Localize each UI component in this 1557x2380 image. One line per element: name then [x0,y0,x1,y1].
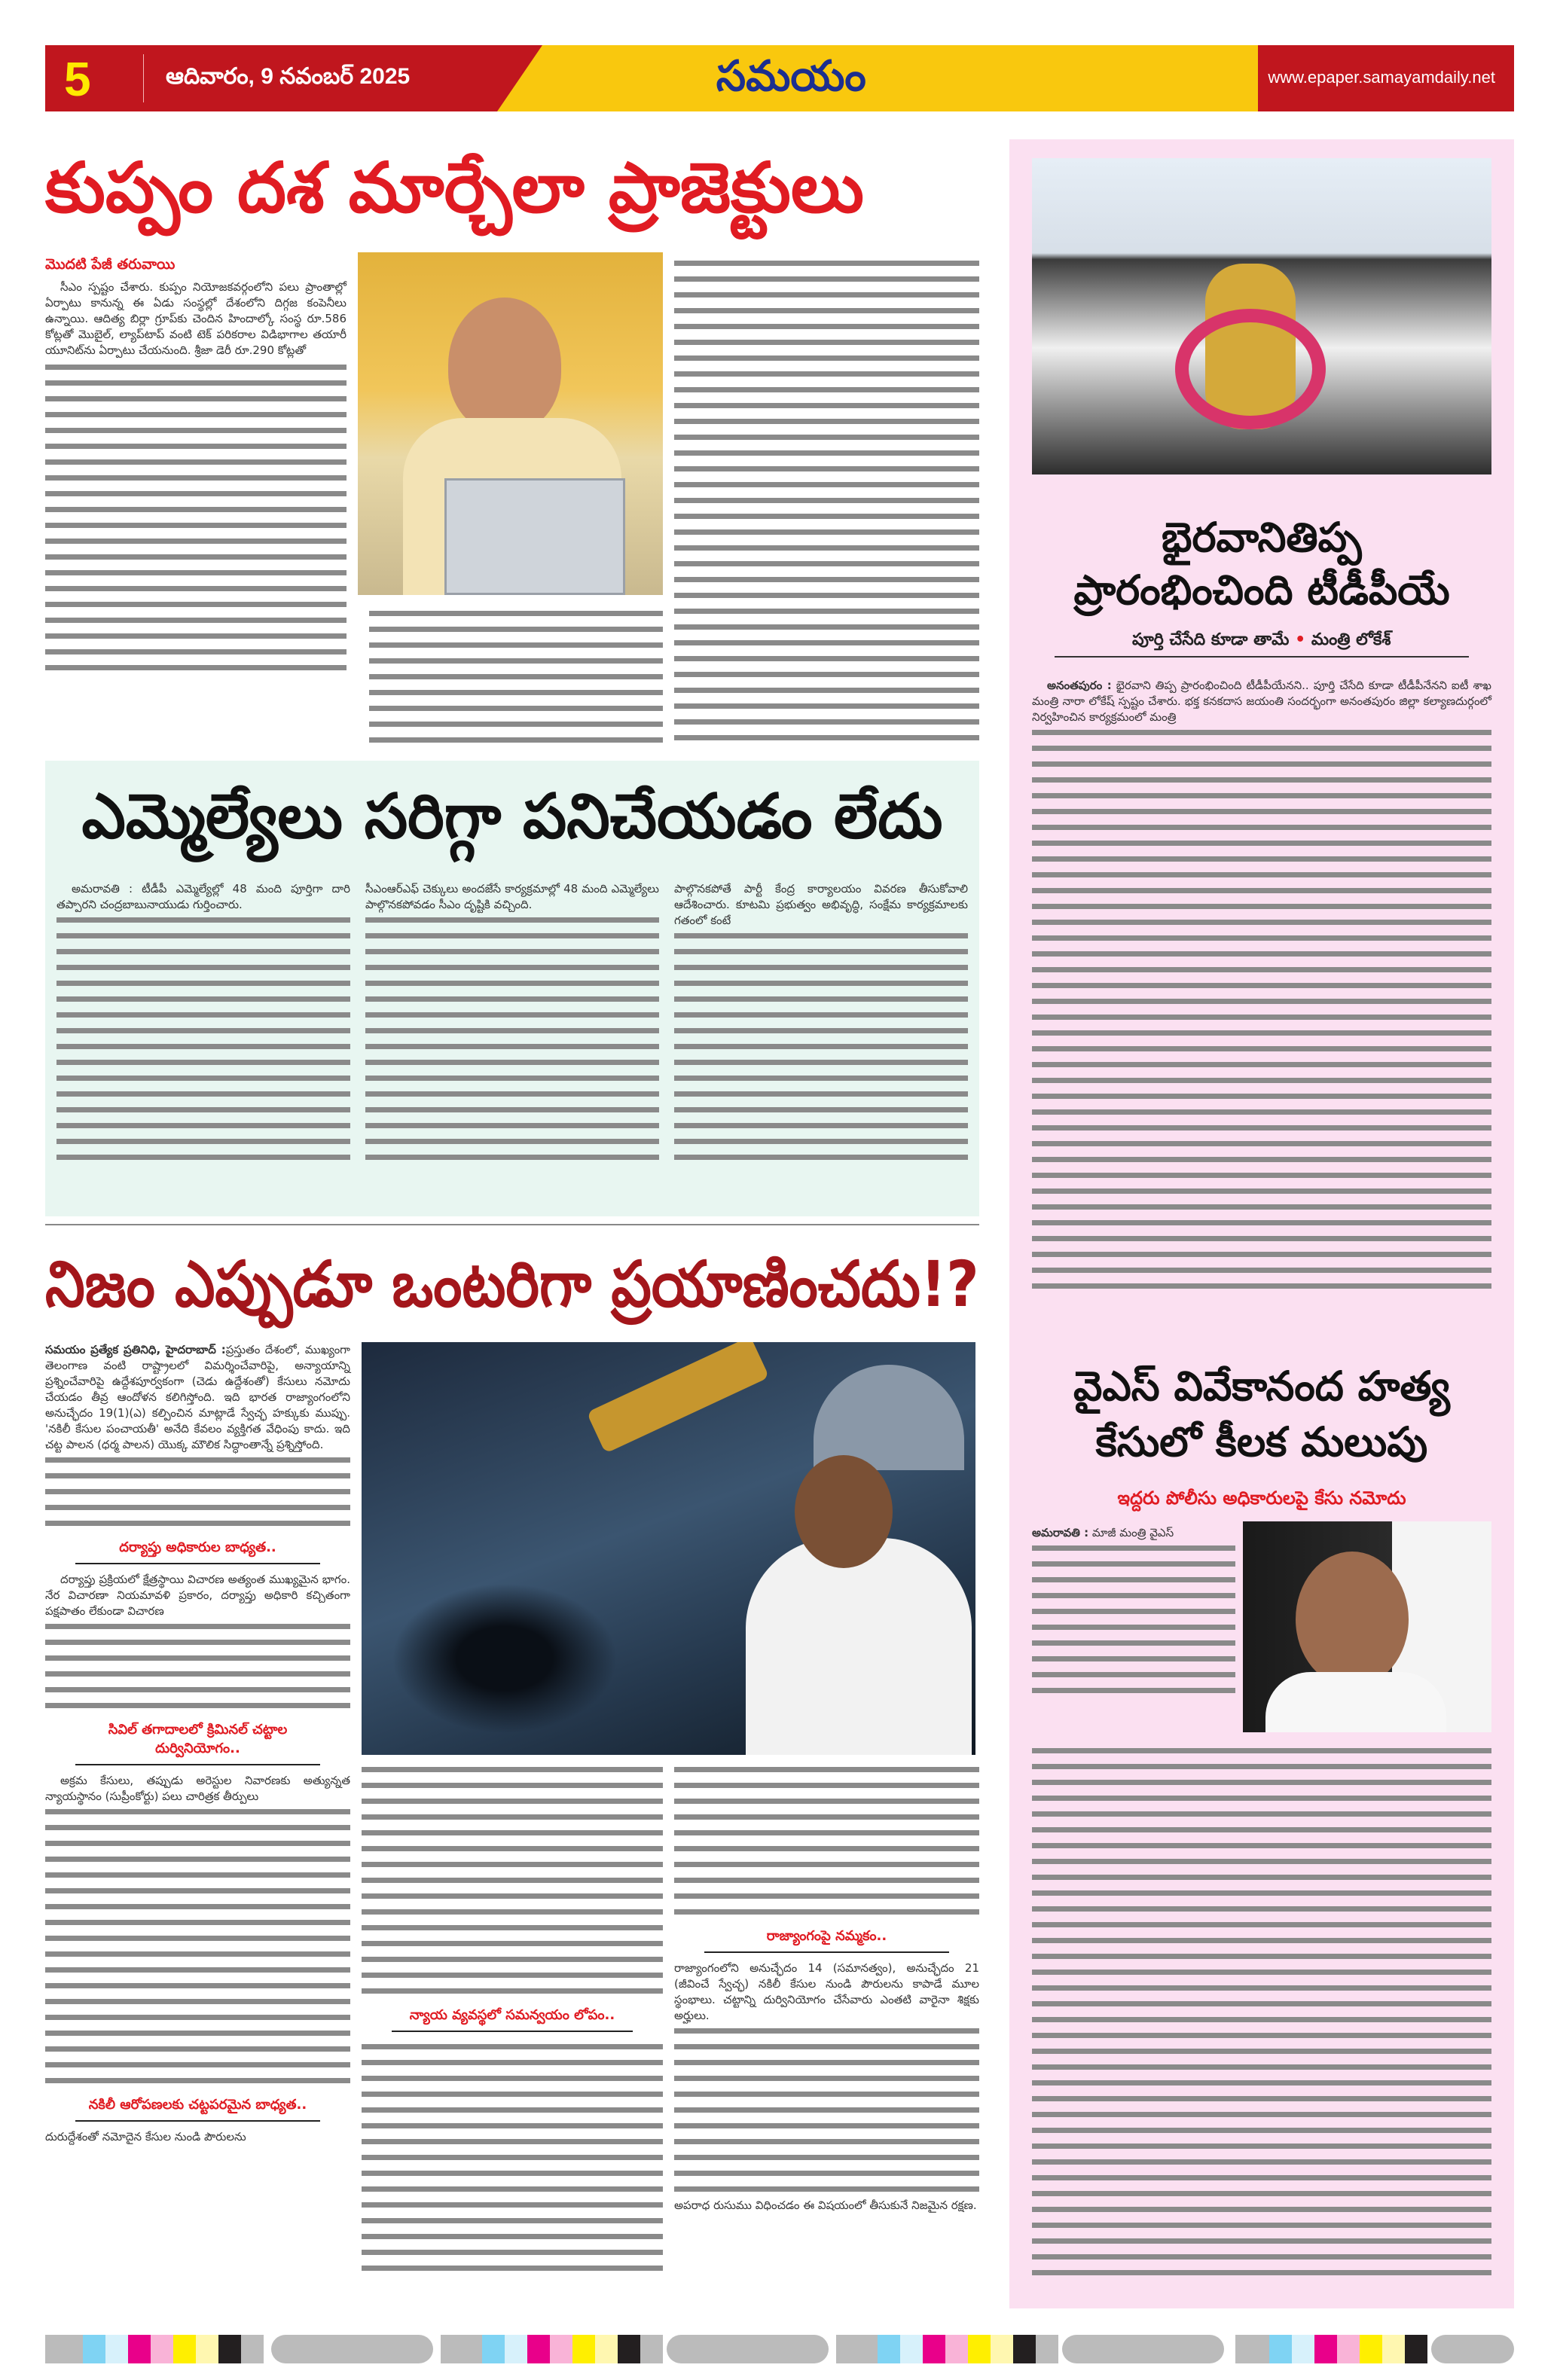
article3-col3 [674,1762,979,2214]
article3-end-text: అపరాధ రుసుము విధించడం ఈ విషయంలో తీసుకునే నిజమైన రక్షణ. [674,2198,977,2212]
article3-headline: నిజం ఎప్పుడూ ఒంటరిగా ప్రయాణించదు!? [45,1247,979,1321]
article1-col2 [369,606,663,749]
print-color-bar [441,2335,663,2363]
article2-col2 [365,881,659,1166]
story1-headline [1021,512,1503,618]
subhead-faith-in-constitution: రాజ్యాంగంపై నమ్మకం.. [704,1928,949,1953]
article2-col3-text: పాల్గొనకపోతే పార్టీ కేంద్ర కార్యాలయం వివరణ తీసుకోవాలి ఆదేశించారు. కూటమి ప్రభుత్వం అభివృద్ధి, సంక్షేమ కార్యక్రమాలకు గతంలో కంటే [674,882,968,927]
article3-col1 [45,1342,350,2145]
photo-laptop [444,478,625,595]
crowd-silhouettes [392,1583,618,1734]
flower-garland [1175,309,1326,429]
photo-face [448,298,561,433]
print-color-bar [836,2335,1058,2363]
story1-lead: భైరవాని తిప్ప ప్రారంభించింది టీడీపీయేనని.. పూర్తి చేసేది కూడా టీడీపీనేనని ఐటీ శాఖ మంత్రి నారా లోకేష్ స్పష్టం చేశారు. భక్త కనకదాస జయంతి సందర్భంగా అనంతపురం జిల్లా కల్యాణదుర్గంలో నిర్వహించిన కార్యక్రమంలో మంత్రి [1032,679,1491,724]
print-color-bar [1235,2335,1427,2363]
story2-dateline: అమరావతి : [1032,1526,1089,1539]
article2-headline-box [53,776,972,862]
issue-date: ఆదివారం, 9 నవంబర్ 2025 [166,64,411,89]
newspaper-logo-box [625,51,896,111]
story2-lead: మాజీ మంత్రి వైఎస్ [1091,1526,1174,1539]
section-rule [45,1224,979,1225]
man-face [795,1455,893,1568]
story1-dateline: అనంతపురం : [1047,679,1112,692]
article1-body-text [45,360,347,676]
page-number: 5 [64,52,91,106]
story1-headline-line2: ప్రారంభించింది టీడీపీయే [1073,566,1450,614]
newspaper-logo: సమయం [716,52,866,99]
article2-col1 [56,881,350,1166]
article3-lines [45,1805,350,2089]
article3-lead: ప్రస్తుతం దేశంలో, ముఖ్యంగా తెలంగాణ వంటి రాష్ట్రాలలో విమర్శించేవారిపై, అన్యాయాన్ని ప్రశ్నించేవారిపై ఉద్దేశపూర్వకంగా (చెడు ఉద్దేశంతో) కేసులు నమోదు చేయడం తీవ్ర ఆందోళన కలిగిస్తోంది. ఇది భారత రాజ్యాంగంలోని అనుచ్ఛేదం 19(1)(ఎ) కల్పించిన మాట్లాడే స్వేచ్ఛ హక్కుకు ముప్పు. 'నకిలీ కేసుల పంచాయతీ' అనేది కేవలం వ్యక్తిగత వేధింపు కాదు. ఇది చట్ట పాలన (ధర్మ పాలన) యొక్క మౌలిక సిద్ధాంతాన్నే ప్రశ్నిస్తోంది. [45,1343,350,1451]
gavel-icon [587,1342,770,1454]
article3-constitution-text: రాజ్యాంగంలోని అనుచ్ఛేదం 14 (సమానత్వం), అనుచ్ఛేదం 21 (జీవించే స్వేచ్ఛ) నకిలీ కేసుల నుండి పౌరులను కాపాడే మూల స్థంభాలు. చట్టాన్ని దుర్వినియోగం చేసేవారు ఎంతటి వారైనా శిక్షకు అర్హులు. [674,1961,979,2022]
article3-lines [362,2040,663,2277]
article3-col2 [362,1762,663,2277]
article2-box [45,761,979,1216]
article2-col2-text: సీఎంఆర్ఎఫ్ చెక్కులు అందజేసే కార్యక్రమాల్లో 48 మంది ఎమ్మెల్యేలు పాల్గొనకపోవడం సీఎం దృష్టికి వచ్చింది. [365,882,659,911]
issue-date-box [166,64,482,95]
story2-col [1032,1525,1235,1699]
story2-headline [1021,1359,1503,1471]
story1-deck-left: పూర్తి చేసేది కూడా తామే [1132,630,1290,649]
photo-shirt [1265,1672,1446,1732]
article1-headline-box [45,143,979,237]
article3-last-text: దురుద్దేశంతో నమోదైన కేసుల నుండి పౌరులను [45,2130,246,2144]
story2-body-lines [1032,1744,1491,2281]
article3-byline: సమయం ప్రత్యేక ప్రతినిధి, హైదరాబాద్ : [45,1343,226,1356]
story2-deck: ఇద్దరు పోలీసు అధికారులపై కేసు నమోదు [1117,1488,1406,1509]
article2-col3-lines [674,929,968,1166]
article3-headline-box [45,1243,979,1329]
print-color-bar [45,2335,264,2363]
subhead-investigation: దర్యాప్తు అధికారుల బాధ్యత.. [75,1539,320,1564]
story2-headline-line1: వైఎస్ వివేకానంద హత్య [1073,1362,1450,1410]
article1-col3 [674,256,979,749]
story1-headline-line2-box [1021,565,1503,618]
story1-headline-line1-box [1021,512,1503,565]
article1-photo-cm [358,252,663,595]
subhead-legal-liability: నకిలీ ఆరోపణలకు చట్టపరమైన బాధ్యత.. [75,2097,320,2122]
masthead [45,45,1514,111]
subhead-civil-disputes: సివిల్ తగాదాలలో క్రిమినల్ చట్టాల దుర్వినియోగం.. [75,1722,320,1765]
article3-lines [362,1762,663,2000]
story1-deck [1055,630,1469,658]
story1-body [1032,678,1491,1295]
story2-headline-line1-box [1021,1359,1503,1415]
article3-investigation-text: దర్యాప్తు ప్రక్రియలో క్షేత్రస్థాయి విచారణ అత్యంత ముఖ్యమైన భాగం. నేర విచారణా నియమావళి ప్రకారం, దర్యాప్తు అధికారి కచ్చితంగా పక్షపాతం లేకుండా విచారణ [45,1573,350,1618]
story1-headline-line1: భైరవానితిప్ప [1162,514,1362,561]
print-registration-bar [271,2335,433,2363]
subhead-judicial-coordination: న్యాయ వ్యవస్థలో సమన్వయం లోపం.. [392,2007,633,2032]
story1-lines [1032,725,1491,1295]
article3-lines [674,1762,979,1921]
bullet-icon: • [1289,630,1311,649]
article2-col1-text: అమరావతి : టీడీపీ ఎమ్మెల్యేల్లో 48 మంది పూర్తిగా దారి తప్పారని చంద్రబాబునాయుడు గుర్తించారు. [56,882,350,911]
divider [143,54,144,102]
article1-col1 [45,256,347,676]
article3-illustration [362,1342,975,1755]
photo-face [1296,1552,1409,1687]
article1-lead: సీఎం స్పష్టం చేశారు. కుప్పం నియోజకవర్గంలోని పలు ప్రాంతాల్లో ఏర్పాటు కానున్న ఈ ఏడు సంస్థల్లో దేశంలోని దిగ్గజ కంపెనీలు ఉన్నాయి. ఆదిత్య బిర్లా గ్రూప్‌కు చెందిన హిందాల్కో సంస్థ రూ.586 కోట్లతో మొబైల్, ల్యాప్‌టాప్ వంటి టెక్ పరికరాల విడిభాగాల తయారీ యూనిట్‌ను ఏర్పాటు చేయనుంది. శ్రీజా డెరీ రూ.290 కోట్లతో [45,280,347,357]
article2-headline: ఎమ్మెల్యేలు సరిగ్గా పనిచేయడం లేదు [81,781,943,853]
print-registration-bar [1431,2335,1514,2363]
story2-headline-line2-box [1021,1415,1503,1471]
article2-col1-lines [56,913,350,1166]
story1-deck-right: మంత్రి లోకేశ్ [1311,630,1391,649]
article3-lines [45,1453,350,1532]
man-in-white-shirt [746,1538,972,1755]
parliament-dome [814,1365,964,1470]
article1-kicker: మొదటి పేజీ తరువాయి [45,256,176,273]
story1-deck-inner [1132,630,1391,653]
sidebar-photo-statue-garland [1032,158,1491,474]
article3-lines [45,1619,350,1714]
article2-col3 [674,881,968,1166]
sidebar-box [1009,139,1514,2308]
article3-civil-text: అక్రమ కేసులు, తప్పుడు అరెస్టుల నివారణకు అత్యున్నత న్యాయస్థానం (సుప్రీంకోర్టు) పలు చారిత్రక తీర్పులు [45,1774,350,1803]
story2-photo-vivekananda-reddy [1243,1521,1491,1732]
article3-lines [674,2024,979,2198]
story2-lines [1032,1541,1235,1699]
epaper-url[interactable]: www.epaper.samayamdaily.net [1268,68,1495,87]
story2-deck-box [1021,1488,1503,1515]
article1-headline: కుప్పం దశ మార్చేలా ప్రాజెక్టులు [45,148,864,228]
print-registration-bar [1062,2335,1224,2363]
article2-col2-lines [365,913,659,1166]
print-registration-bar [667,2335,829,2363]
story2-headline-line2: కేసులో కీలక మలుపు [1095,1418,1428,1466]
